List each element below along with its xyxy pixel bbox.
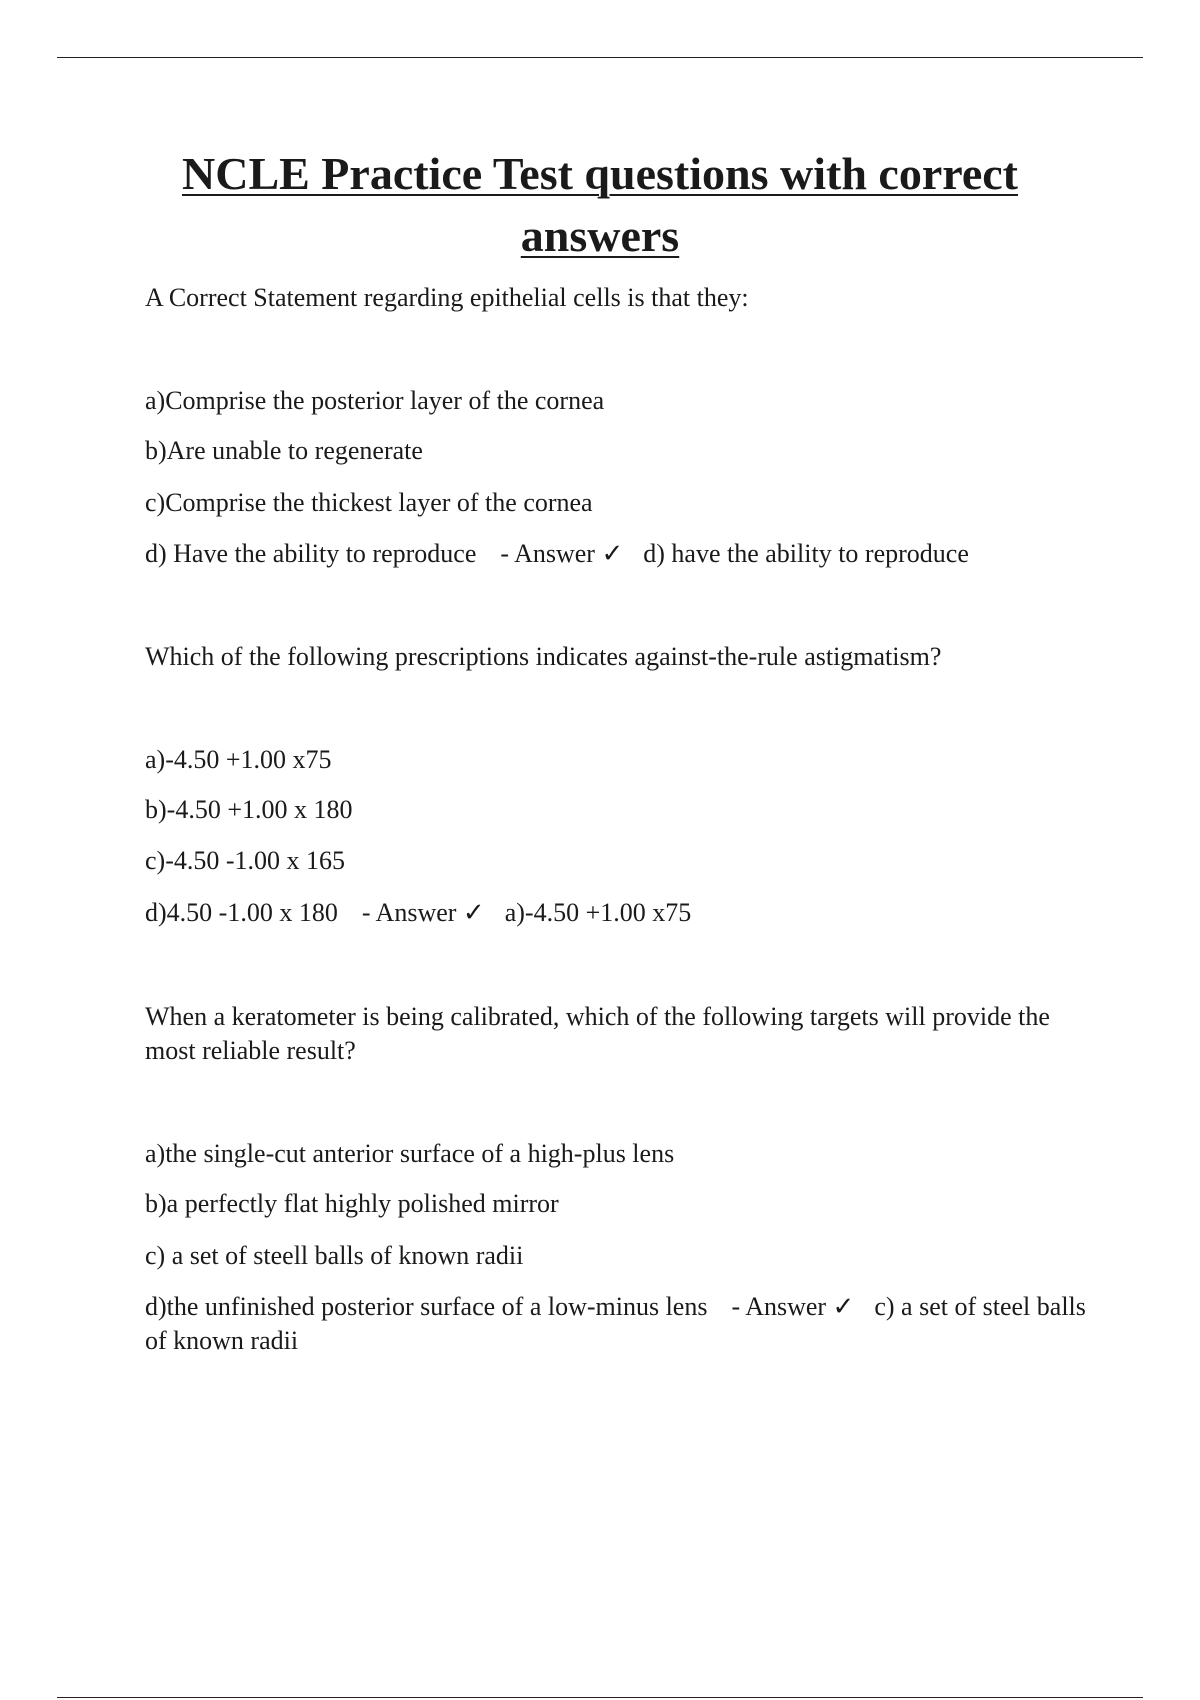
question-1-answer-label: - Answer ✓ [500,539,624,568]
question-3-option-a: a)the single-cut anterior surface of a high-plus lens [145,1139,675,1168]
question-2-option-b: b)-4.50 +1.00 x 180 [145,795,353,824]
question-2-text: Which of the following prescriptions indicates against-the-rule astigmatism? [145,642,942,671]
question-3-answer-label: - Answer ✓ [731,1292,855,1321]
question-2-answer-label: - Answer ✓ [361,898,485,927]
question-3-option-d: d)the unfinished posterior surface of a low-minus lens [145,1292,708,1321]
question-1-option-d: d) Have the ability to reproduce [145,539,477,568]
question-3-text: When a keratometer is being calibrated, which of the following targets will provide the most reliable result? [145,1002,1050,1065]
document-title: NCLE Practice Test questions with correct answers [182,148,1018,261]
bottom-rule [57,1697,1143,1698]
question-3-option-d-line [145,1290,1100,1358]
question-2-option-a: a)-4.50 +1.00 x75 [145,745,332,774]
question-1-option-c: c)Comprise the thickest layer of the cornea [145,488,593,517]
question-3-answer: c) a set of steel balls of known radii [145,1292,1086,1355]
question-2-option-d: d)4.50 -1.00 x 180 [145,898,338,927]
question-1-answer: d) have the ability to reproduce [643,539,969,568]
question-3-option-c: c) a set of steell balls of known radii [145,1241,524,1270]
question-2-answer: a)-4.50 +1.00 x75 [504,898,692,927]
question-3-option-b: b)a perfectly flat highly polished mirror [145,1189,559,1218]
question-1-text: A Correct Statement regarding epithelial cells is that they: [145,283,749,312]
question-1-option-a: a)Comprise the posterior layer of the cornea [145,386,605,415]
top-rule [57,57,1143,58]
question-2-option-d-line [145,896,691,930]
question-2-option-c: c)-4.50 -1.00 x 165 [145,846,346,875]
question-1-option-b: b)Are unable to regenerate [145,436,423,465]
question-1-option-d-line [145,537,969,571]
